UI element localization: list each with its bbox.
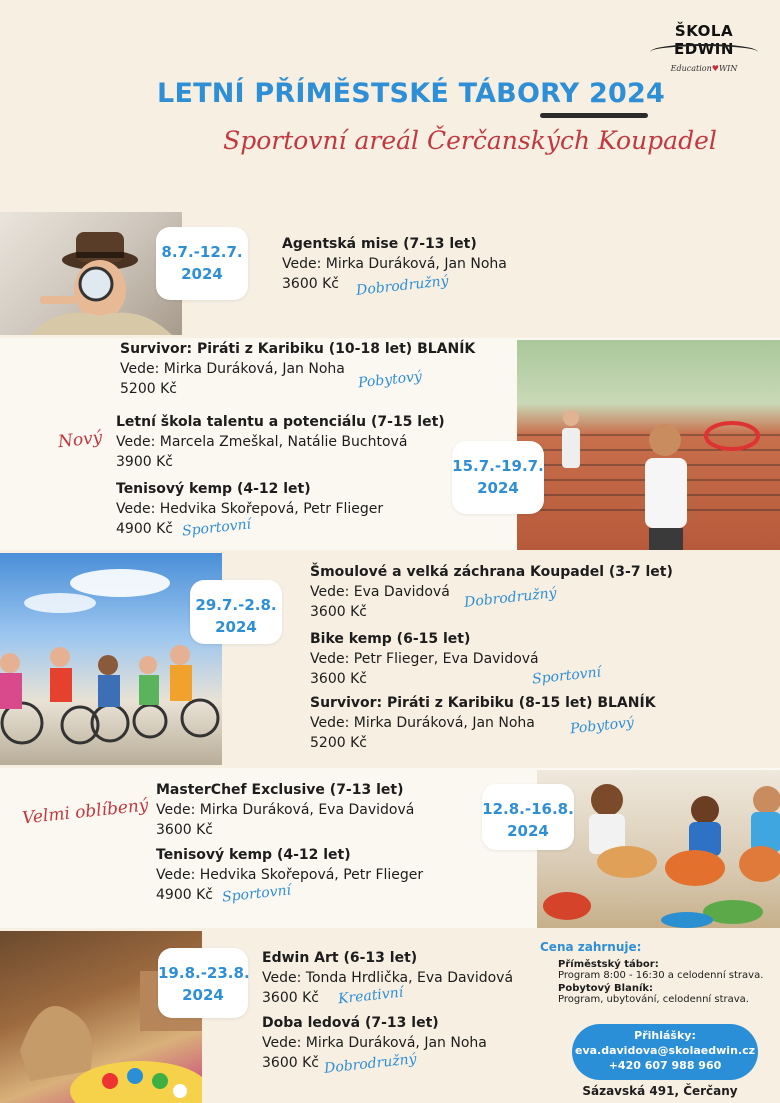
program-leaders: Vede: Mirka Duráková, Jan Noha bbox=[282, 256, 507, 272]
tag-sport: Sportovní bbox=[221, 882, 292, 906]
price-info-item-title: Pobytový Blaník: bbox=[558, 983, 654, 994]
venue-address: Sázavská 491, Čerčany bbox=[582, 1084, 738, 1098]
program-price: 3600 Kč bbox=[262, 1055, 319, 1071]
week1-date-range: 8.7.-12.7. bbox=[161, 243, 243, 261]
heart-icon: ♥ bbox=[711, 64, 719, 73]
program-name: Doba ledová (7-13 let) bbox=[262, 1015, 439, 1031]
program-leaders: Vede: Mirka Duráková, Jan Noha bbox=[310, 715, 535, 731]
week4-date-range: 12.8.-16.8. bbox=[482, 800, 574, 818]
program-name: Agentská mise (7-13 let) bbox=[282, 236, 477, 252]
tennis-photo bbox=[517, 340, 780, 550]
program-name: Tenisový kemp (4-12 let) bbox=[116, 481, 311, 497]
week2-date-year: 2024 bbox=[477, 479, 519, 497]
program-leaders: Vede: Mirka Duráková, Eva Davidová bbox=[156, 802, 415, 818]
program-leaders: Vede: Eva Davidová bbox=[310, 584, 450, 600]
program-price: 4900 Kč bbox=[116, 521, 173, 537]
registration-contact bbox=[572, 1024, 758, 1080]
program-price: 3600 Kč bbox=[156, 822, 213, 838]
tag-residential: Pobytový bbox=[569, 714, 635, 738]
registration-label: Přihlášky: bbox=[634, 1029, 696, 1042]
program-name: MasterChef Exclusive (7-13 let) bbox=[156, 782, 404, 798]
tag-adventure: Dobrodružný bbox=[463, 585, 558, 611]
program-leaders: Vede: Tonda Hrdlička, Eva Davidová bbox=[262, 970, 514, 986]
logo-tagline-right: WIN bbox=[718, 64, 738, 73]
tennis-illustration bbox=[517, 340, 780, 550]
week3-program-2 bbox=[310, 629, 539, 689]
week1-date-badge bbox=[156, 227, 248, 300]
program-price: 3900 Kč bbox=[116, 454, 173, 470]
program-name: Survivor: Piráti z Karibiku (10-18 let) BLANÍK bbox=[120, 341, 476, 357]
program-leaders: Vede: Petr Flieger, Eva Davidová bbox=[310, 651, 539, 667]
week3-date-range: 29.7.-2.8. bbox=[195, 596, 277, 614]
price-info-item-title: Příměstský tábor: bbox=[558, 959, 659, 970]
program-name: Šmoulové a velká záchrana Koupadel (3-7 let) bbox=[310, 564, 673, 580]
program-leaders: Vede: Mirka Duráková, Jan Noha bbox=[120, 361, 345, 377]
bike-illustration bbox=[0, 553, 222, 765]
tag-adventure: Dobrodružný bbox=[355, 273, 450, 299]
program-leaders: Vede: Hedvika Skořepová, Petr Flieger bbox=[116, 501, 384, 517]
program-leaders: Vede: Hedvika Skořepová, Petr Flieger bbox=[156, 867, 424, 883]
program-leaders: Vede: Marcela Zmeškal, Natálie Buchtová bbox=[116, 434, 408, 450]
week3-date-badge bbox=[190, 580, 282, 644]
price-info-heading: Cena zahrnuje: bbox=[540, 940, 642, 954]
tag-sport: Sportovní bbox=[531, 664, 602, 688]
logo-tagline-left: Education bbox=[670, 64, 712, 73]
tag-very-popular: Velmi oblíbený bbox=[21, 795, 150, 829]
program-price: 3600 Kč bbox=[310, 671, 367, 687]
tag-creative: Kreativní bbox=[337, 984, 404, 1008]
week2-date-badge bbox=[452, 441, 544, 514]
week1-date-year: 2024 bbox=[181, 265, 223, 283]
week2-program-2 bbox=[116, 412, 445, 472]
registration-email-link[interactable]: eva.davidova@skolaedwin.cz bbox=[574, 1044, 755, 1057]
tag-adventure: Dobrodružný bbox=[323, 1051, 418, 1077]
program-price: 4900 Kč bbox=[156, 887, 213, 903]
program-name: Tenisový kemp (4-12 let) bbox=[156, 847, 351, 863]
program-price: 5200 Kč bbox=[120, 381, 177, 397]
school-logo bbox=[646, 22, 762, 73]
program-leaders: Vede: Mirka Duráková, Jan Noha bbox=[262, 1035, 487, 1051]
title-underline bbox=[540, 113, 648, 118]
week5-date-range: 19.8.-23.8. bbox=[158, 964, 250, 982]
page-subtitle: Sportovní areál Čerčanských Koupadel bbox=[223, 126, 717, 155]
tag-sport: Sportovní bbox=[181, 516, 252, 540]
week2-date-range: 15.7.-19.7. bbox=[452, 457, 544, 475]
week3-date-year: 2024 bbox=[215, 618, 257, 636]
tag-new: Nový bbox=[57, 427, 104, 453]
week5-date-badge bbox=[158, 948, 248, 1018]
week4-program-1 bbox=[156, 780, 414, 840]
program-name: Letní škola talentu a potenciálu (7-15 let) bbox=[116, 414, 445, 430]
registration-phone-link[interactable]: +420 607 988 960 bbox=[608, 1059, 722, 1072]
program-price: 3600 Kč bbox=[282, 276, 339, 292]
price-info-item-text: Program 8:00 - 16:30 a celodenní strava. bbox=[558, 970, 764, 981]
bike-photo bbox=[0, 553, 222, 765]
detective-illustration bbox=[0, 212, 182, 335]
detective-photo bbox=[0, 212, 182, 335]
price-info bbox=[540, 940, 768, 1005]
page-title: LETNÍ PŘÍMĚSTSKÉ TÁBORY 2024 bbox=[157, 78, 665, 109]
logo-name: ŠKOLA EDWIN bbox=[674, 22, 734, 58]
program-name: Survivor: Piráti z Karibiku (8-15 let) BLANÍK bbox=[310, 695, 656, 711]
program-price: 3600 Kč bbox=[310, 604, 367, 620]
logo-arc bbox=[650, 44, 758, 60]
tag-residential: Pobytový bbox=[357, 368, 423, 392]
price-info-item-text: Program, ubytování, celodenní strava. bbox=[558, 994, 749, 1005]
program-price: 3600 Kč bbox=[262, 990, 319, 1006]
program-name: Edwin Art (6-13 let) bbox=[262, 950, 418, 966]
week2-program-1 bbox=[120, 339, 475, 399]
week5-date-year: 2024 bbox=[182, 986, 224, 1004]
logo-tagline bbox=[646, 64, 762, 73]
week4-date-badge bbox=[482, 784, 574, 850]
program-name: Bike kemp (6-15 let) bbox=[310, 631, 471, 647]
program-price: 5200 Kč bbox=[310, 735, 367, 751]
week4-date-year: 2024 bbox=[507, 822, 549, 840]
